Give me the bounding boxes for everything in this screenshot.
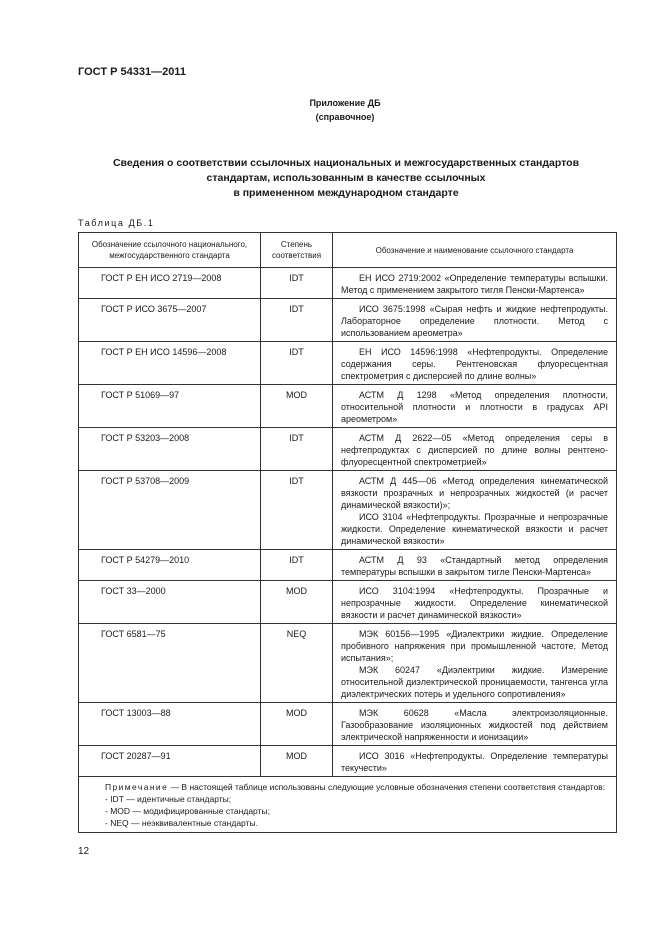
reference-standard-description <box>333 342 617 385</box>
reference-standard-description <box>333 703 617 746</box>
header-degree: Степень соответствия <box>261 233 333 268</box>
table-body <box>79 268 617 777</box>
description-paragraph: МЭК 60628 «Масла электроизоляционные. Газообразование изоляционных жидкостей под действием электрической напряженности и ионизации» <box>341 708 608 742</box>
reference-standard-description <box>333 624 617 703</box>
reference-standard-description <box>333 385 617 428</box>
appendix-title: Приложение ДБ <box>309 98 381 108</box>
page-number: 12 <box>78 846 90 857</box>
table-row <box>79 299 617 342</box>
table-row <box>79 428 617 471</box>
note-item: - NEQ — неэквивалентные стандарты. <box>105 818 258 828</box>
table-header-row <box>79 233 617 268</box>
description-paragraph: ИСО 3104 «Нефтепродукты. Прозрачные и непрозрачные жидкости. Определение кинематической вязкости и расчет динамической вязкости» <box>341 512 608 546</box>
correspondence-degree: MOD <box>261 746 333 777</box>
correspondence-degree: IDT <box>261 428 333 471</box>
national-standard-code: ГОСТ Р ЕН ИСО 2719—2008 <box>79 268 261 299</box>
national-standard-code: ГОСТ 20287—91 <box>79 746 261 777</box>
correspondence-degree: IDT <box>261 342 333 385</box>
section-title <box>80 156 612 201</box>
table-row <box>79 703 617 746</box>
table-row <box>79 268 617 299</box>
description-paragraph: ИСО 3016 «Нефтепродукты. Определение температуры текучести» <box>341 751 608 773</box>
document-code: ГОСТ Р 54331—2011 <box>78 66 186 78</box>
description-paragraph: ЕН ИСО 2719:2002 «Определение температуры вспышки. Метод с применением закрытого тигля Пенски-Мартенса» <box>341 273 608 295</box>
standards-table <box>78 232 617 833</box>
description-paragraph: ЕН ИСО 14596:1998 «Нефтепродукты. Определение содержания серы. Рентгеновская флуоресцентная спектрометрия с дисперсией по длине волны» <box>341 347 608 381</box>
section-title-line-3: в примененном международном стандарте <box>233 187 459 199</box>
note-text: — В настоящей таблице использованы следующие условные обозначения степени соответствия стандартов: <box>168 782 606 792</box>
correspondence-degree: IDT <box>261 299 333 342</box>
note-item: - IDT — идентичные стандарты; <box>105 794 232 804</box>
national-standard-code: ГОСТ Р 51069—97 <box>79 385 261 428</box>
header-reference-standard: Обозначение и наименование ссылочного стандарта <box>333 233 617 268</box>
reference-standard-description <box>333 746 617 777</box>
national-standard-code: ГОСТ 13003—88 <box>79 703 261 746</box>
national-standard-code: ГОСТ Р 53708—2009 <box>79 471 261 550</box>
correspondence-degree: MOD <box>261 581 333 624</box>
reference-standard-description <box>333 471 617 550</box>
appendix-subtitle: (справочное) <box>315 112 375 122</box>
table-row <box>79 550 617 581</box>
national-standard-code: ГОСТ 33—2000 <box>79 581 261 624</box>
correspondence-degree: NEQ <box>261 624 333 703</box>
national-standard-code: ГОСТ Р 53203—2008 <box>79 428 261 471</box>
correspondence-degree: IDT <box>261 268 333 299</box>
reference-standard-description <box>333 428 617 471</box>
description-paragraph: АСТМ Д 2622—05 «Метод определения серы в нефтепродуктах с дисперсией по длине волны рентгено-флуоресцентной спектрометрией» <box>341 433 608 467</box>
table-row <box>79 471 617 550</box>
note-lead <box>87 781 608 793</box>
note-label: Примечание <box>105 782 169 792</box>
table-caption: Таблица ДБ.1 <box>78 218 155 228</box>
description-paragraph: ИСО 3675:1998 «Сырая нефть и жидкие нефтепродукты. Лабораторное определение плотности. Метод с использованием ареометра» <box>341 304 608 338</box>
table-row <box>79 342 617 385</box>
section-title-line-1: Сведения о соответствии ссылочных национальных и межгосударственных стандартов <box>112 157 580 169</box>
description-paragraph: АСТМ Д 445—06 «Метод определения кинематической вязкости прозрачных и непрозрачных жидкостей (и расчет динамической вязкости)»; <box>341 476 608 510</box>
correspondence-degree: MOD <box>261 703 333 746</box>
table-row <box>79 624 617 703</box>
correspondence-degree: IDT <box>261 471 333 550</box>
table-row <box>79 746 617 777</box>
correspondence-degree: IDT <box>261 550 333 581</box>
section-title-line-2: стандартам, использованным в качестве ссылочных <box>206 172 486 184</box>
description-paragraph: МЭК 60156—1995 «Диэлектрики жидкие. Определение пробивного напряжения при промышленной частоте. Метод испытания»; <box>341 629 608 663</box>
reference-standard-description <box>333 299 617 342</box>
description-paragraph: АСТМ Д 93 «Стандартный метод определения температуры вспышки в закрытом тигле Пенски-Мартенса» <box>341 555 608 577</box>
national-standard-code: ГОСТ Р 54279—2010 <box>79 550 261 581</box>
table-note <box>79 777 617 833</box>
note-item: - MOD — модифицированные стандарты; <box>105 806 270 816</box>
header-national-standard: Обозначение ссылочного национального, межгосударственного стандарта <box>79 233 261 268</box>
table-row <box>79 385 617 428</box>
table-note-row <box>79 777 617 833</box>
national-standard-code: ГОСТ Р ЕН ИСО 14596—2008 <box>79 342 261 385</box>
description-paragraph: АСТМ Д 1298 «Метод определения плотности, относительной плотности и плотности в градусах API ареометром» <box>341 390 608 424</box>
reference-standard-description <box>333 550 617 581</box>
correspondence-degree: MOD <box>261 385 333 428</box>
national-standard-code: ГОСТ Р ИСО 3675—2007 <box>79 299 261 342</box>
national-standard-code: ГОСТ 6581—75 <box>79 624 261 703</box>
reference-standard-description <box>333 268 617 299</box>
table-row <box>79 581 617 624</box>
description-paragraph: МЭК 60247 «Диэлектрики жидкие. Измерение относительной диэлектрической проницаемости, тангенса угла диэлектрических потерь и удельного сопротивления» <box>341 665 608 699</box>
description-paragraph: ИСО 3104:1994 «Нефтепродукты. Прозрачные и непрозрачные жидкости. Определение кинематической вязкости и расчет динамической вязкости» <box>341 586 608 620</box>
reference-standard-description <box>333 581 617 624</box>
